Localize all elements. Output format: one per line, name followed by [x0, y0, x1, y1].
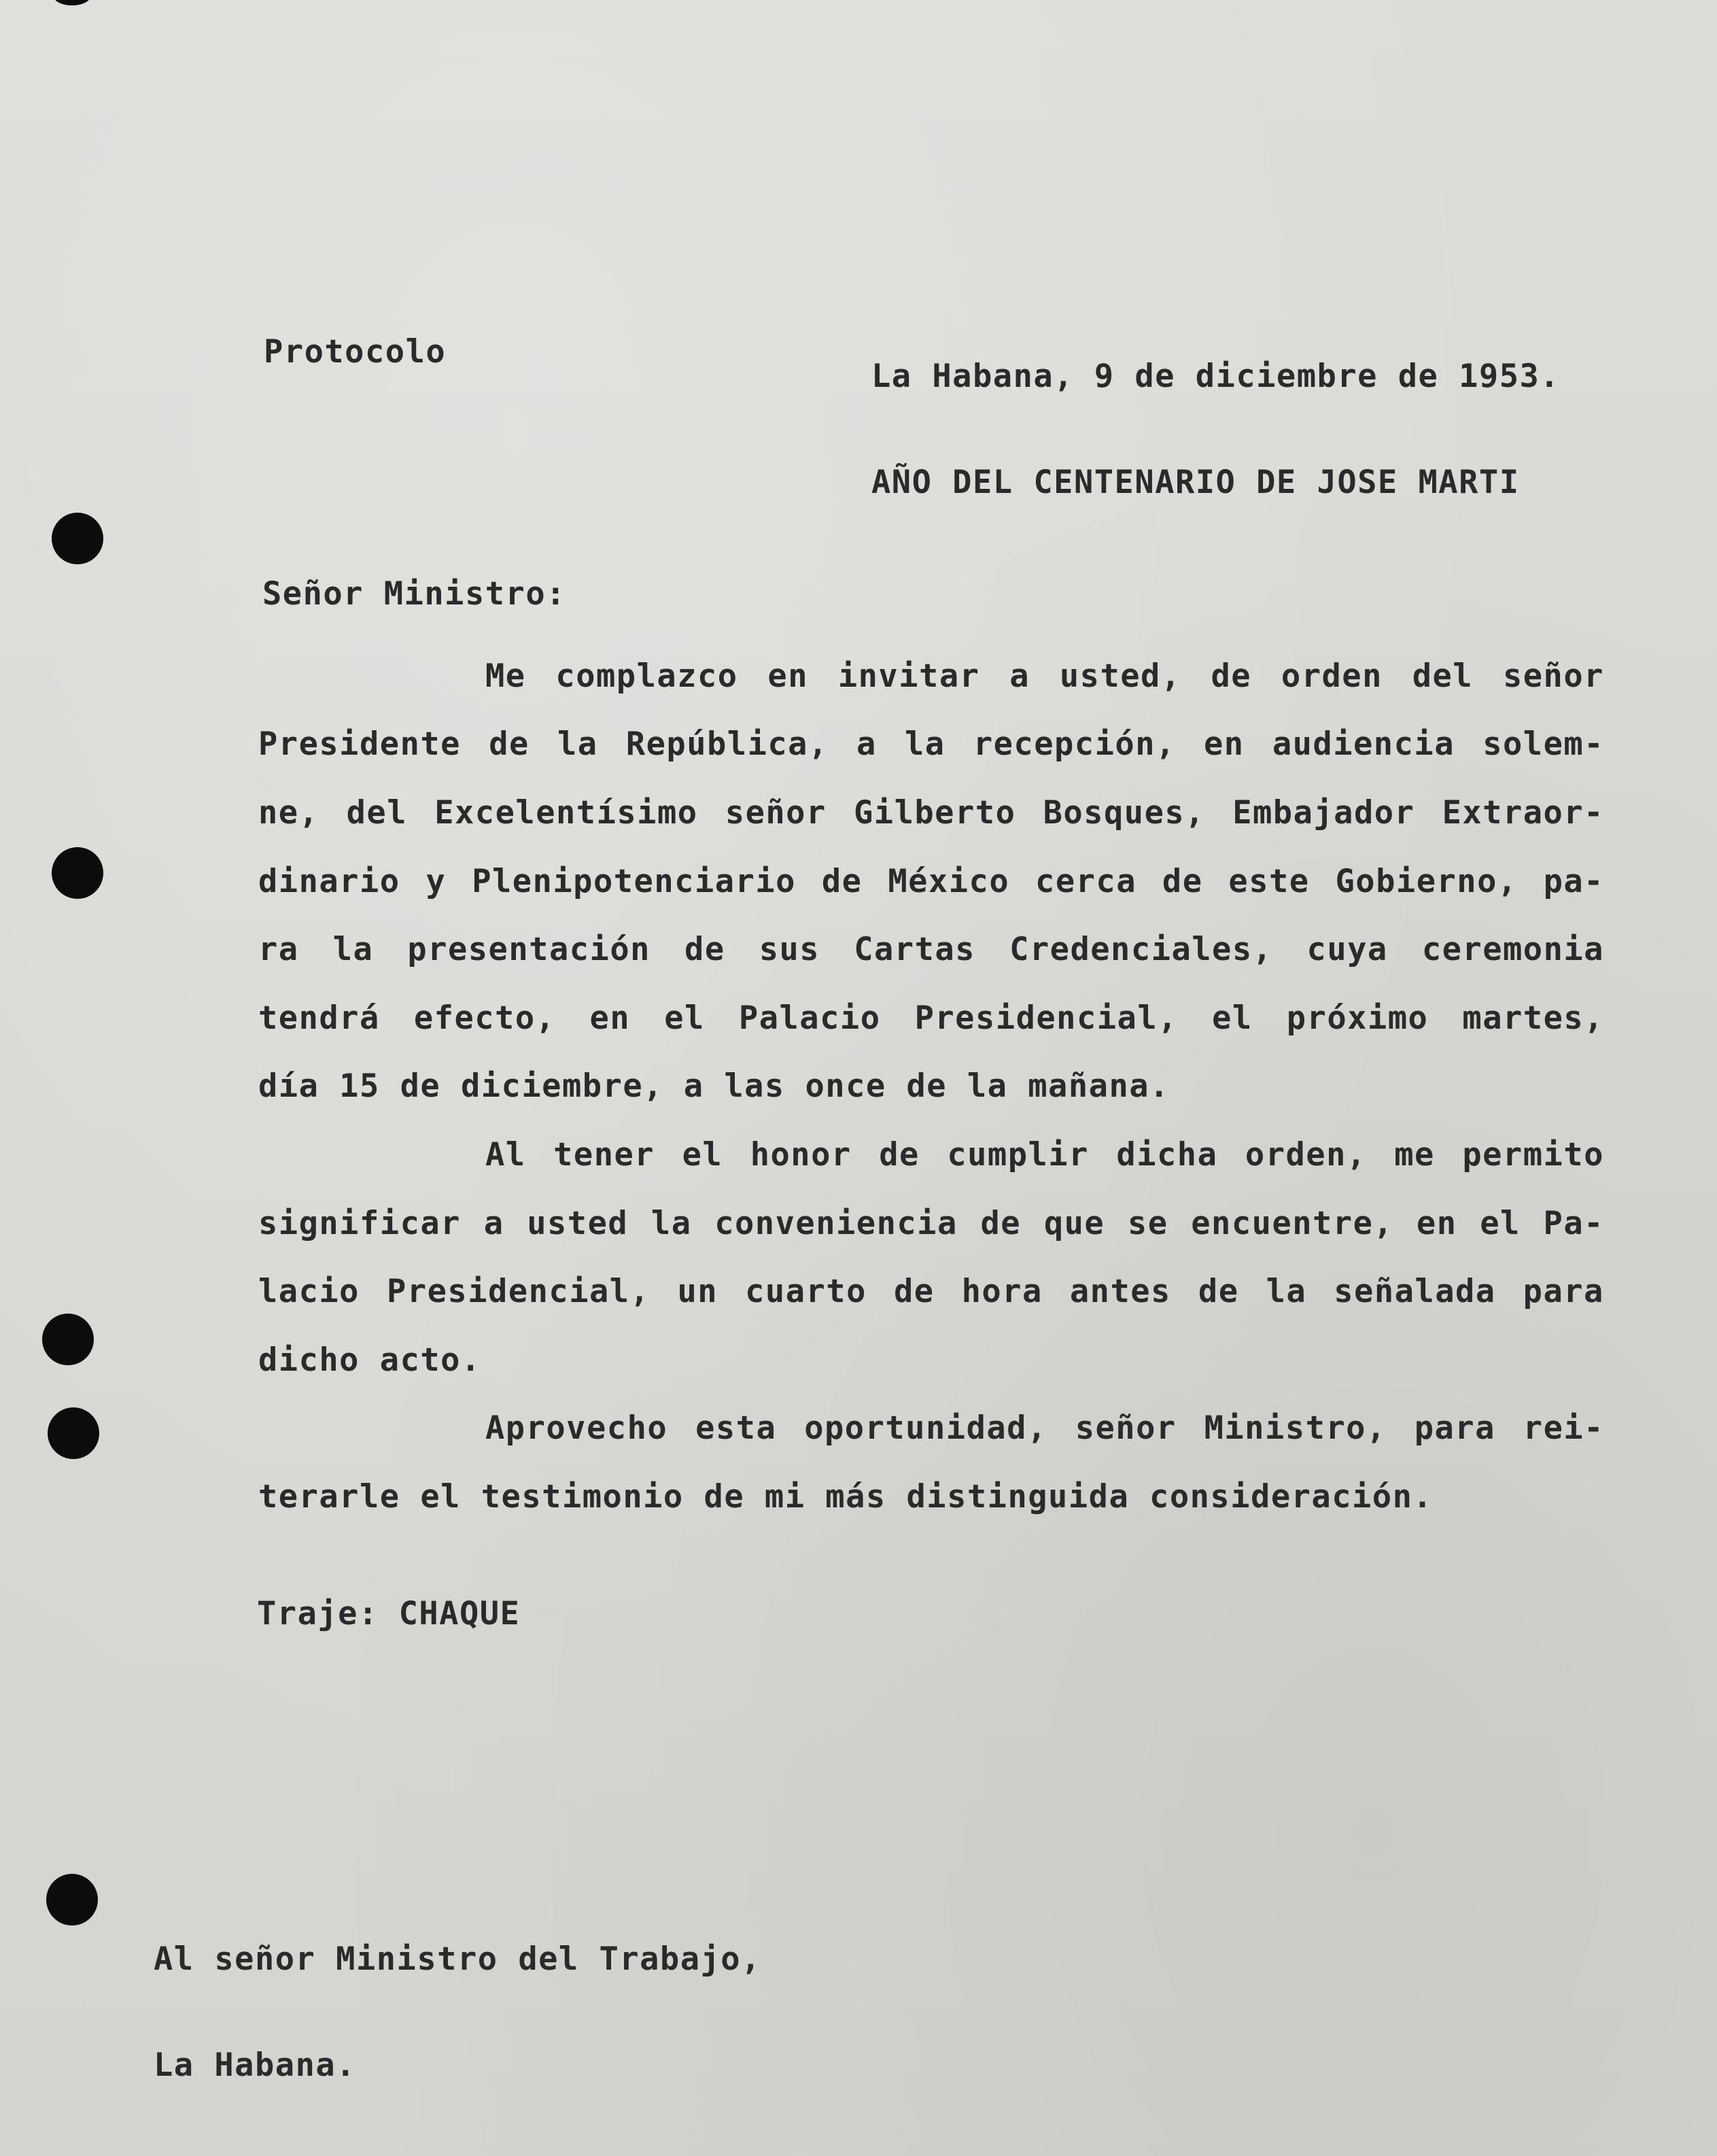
punch-hole	[52, 847, 103, 899]
punch-hole	[48, 1407, 99, 1459]
body-line: tendrá efecto, en el Palacio Presidencial, el próximo martes,	[258, 999, 1604, 1037]
body-line: Presidente de la República, a la recepción, en audiencia solem-	[258, 725, 1604, 764]
letter-body	[258, 642, 1604, 1531]
body-line: significar a usted la conveniencia de que se encuentre, en el Pa-	[258, 1204, 1604, 1242]
punch-hole	[46, 1874, 98, 1926]
department-label: Protocolo	[264, 333, 447, 371]
body-line: dinario y Plenipotenciario de México cerca de este Gobierno, pa-	[258, 862, 1604, 900]
addressee-line: Al señor Ministro del Trabajo,	[154, 1940, 761, 1978]
body-line: Al tener el honor de cumplir dicha orden, me permito	[485, 1135, 1604, 1174]
body-line: Me complazco en invitar a usted, de orden del señor	[485, 657, 1604, 695]
letter-header	[871, 288, 1560, 571]
body-line: dicho acto.	[258, 1341, 481, 1379]
punch-hole	[42, 1314, 94, 1365]
addressee-block	[154, 1871, 761, 2154]
year-motto: AÑO DEL CENTENARIO DE JOSE MARTI	[871, 464, 1520, 501]
salutation: Señor Ministro:	[262, 575, 566, 613]
body-line: Aprovecho esta oportunidad, señor Ministro, para rei-	[485, 1409, 1604, 1448]
body-line: día 15 de diciembre, a las once de la mañana.	[258, 1067, 1170, 1106]
body-line: ne, del Excelentísimo señor Gilberto Bosques, Embajador Extraor-	[258, 793, 1604, 832]
body-line: terarle el testimonio de mi más distinguida consideración.	[258, 1477, 1434, 1516]
dress-code: Traje: CHAQUE	[257, 1595, 521, 1632]
place-date: La Habana, 9 de diciembre de 1953.	[871, 358, 1561, 395]
body-line: lacio Presidencial, un cuarto de hora antes de la señalada para	[258, 1273, 1604, 1311]
corner-punch-mark	[53, 0, 91, 5]
punch-hole	[52, 513, 103, 564]
body-line: ra la presentación de sus Cartas Credenciales, cuya ceremonia	[258, 931, 1604, 969]
addressee-line: La Habana.	[154, 2047, 356, 2084]
